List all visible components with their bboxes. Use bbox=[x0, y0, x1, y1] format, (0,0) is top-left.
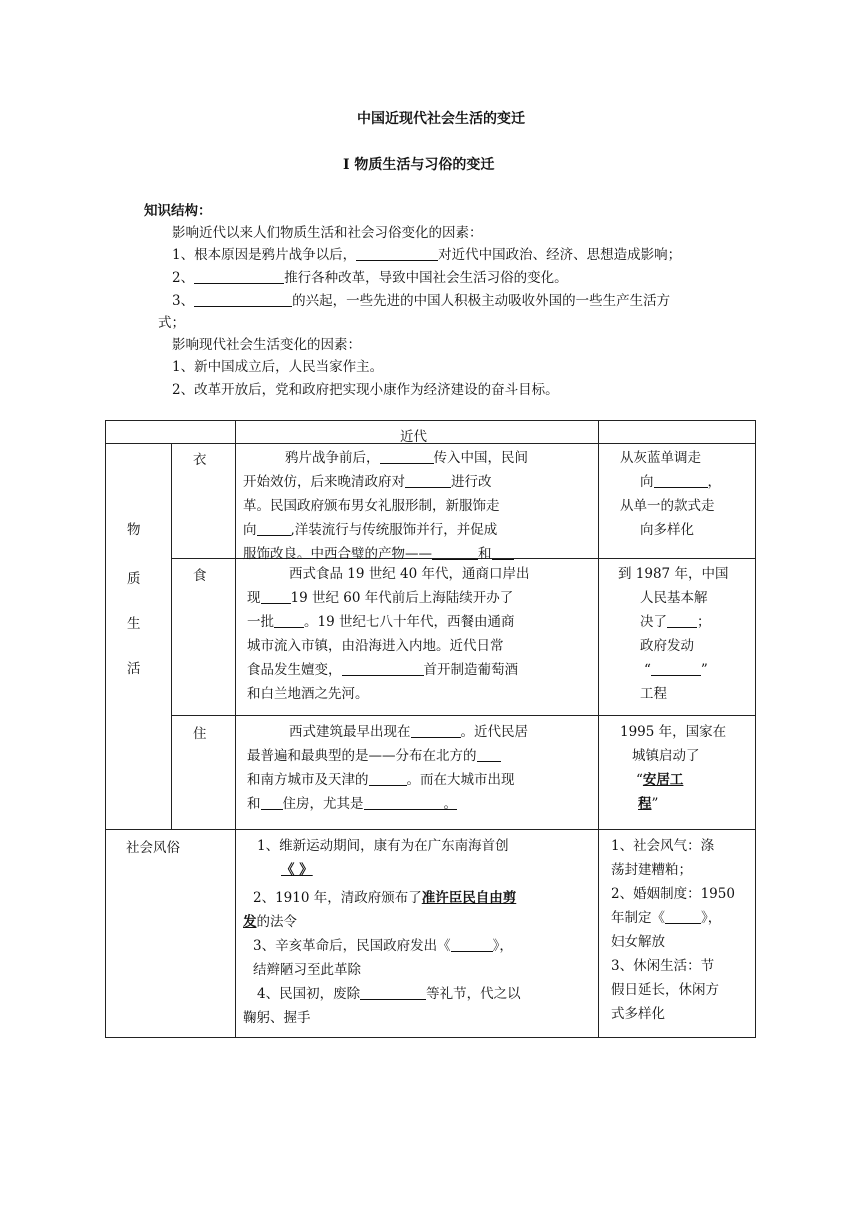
knowledge-line: 2、 推行各种改革，导致中国社会生活习俗的变化。 bbox=[172, 270, 568, 286]
row-label-clothing: 衣 bbox=[193, 452, 207, 468]
material-label-char: 质 bbox=[127, 571, 141, 587]
blank bbox=[194, 293, 292, 308]
knowledge-line: 影响近代以来人们物质生活和社会习俗变化的因素： bbox=[172, 225, 483, 241]
knowledge-line: 2、改革开放后，党和政府把实现小康作为经济建设的奋斗目标。 bbox=[172, 382, 559, 398]
row-label-food: 食 bbox=[193, 568, 207, 584]
page-title: 中国近现代社会生活的变迁 bbox=[357, 111, 525, 127]
blank bbox=[194, 270, 284, 285]
row-label-housing: 住 bbox=[193, 726, 207, 742]
customs-modern-cell: 1、维新运动期间，康有为在广东南海首创 《 》 2、1910 年，清政府颁布了准许臣民自由剪 发的法令 3、辛亥革命后，民国政府发出《 》， 结辫陋习至此革除 4、民国初，废除 等礼节，代之以 鞠躬、握手 bbox=[243, 838, 521, 1026]
row-label-customs: 社会风俗 bbox=[126, 840, 180, 856]
knowledge-line: 3、 的兴起，一些先进的中国人积极主动吸收外国的一些生产生活方 bbox=[172, 293, 671, 309]
material-label-char: 生 bbox=[127, 616, 141, 632]
material-label-char: 物 bbox=[127, 522, 141, 538]
customs-contemporary-cell: 1、社会风气：涤 荡封建糟粕； 2、婚姻制度：1950 年制定《 》， 妇女解放 3、休闲生活：节 假日延长，休闲方 式多样化 bbox=[611, 838, 735, 1022]
blank bbox=[356, 247, 438, 262]
knowledge-line: 影响现代社会生活变化的因素： bbox=[172, 337, 361, 353]
page-subtitle: Ⅰ 物质生活与习俗的变迁 bbox=[343, 157, 495, 173]
housing-modern-cell: 西式建筑最早出现在 。近代民居 最普遍和最典型的是——分布在北方的 和南方城市及天津的 。而在大城市出现 和 住房，尤其是 。 bbox=[247, 724, 528, 812]
table-header-modern: 近代 bbox=[400, 429, 427, 445]
material-label-char: 活 bbox=[127, 661, 141, 677]
knowledge-line: 1、新中国成立后，人民当家作主。 bbox=[172, 359, 384, 375]
clothing-modern-cell: 鸦片战争前后， 传入中国，民间 开始效仿，后来晚清政府对 进行改 革。民国政府颁布男女礼服形制，新服饰走 向 ,洋装流行与传统服饰并行，并促成 服饰改良。中西合璧的产物—— 和 bbox=[243, 450, 528, 562]
food-modern-cell: 西式食品 19 世纪 40 年代，通商口岸出 现 19 世纪 60 年代前后上海陆续开办了 一批 。19 世纪七八十年代，西餐由通商 城市流入市镇，由沿海进入内地。近代日常 食品发生嬗变， 首开制造葡萄酒 和白兰地酒之先河。 bbox=[247, 566, 530, 702]
clothing-contemporary-cell: 从灰蓝单调走 向 ， 从单一的款式走 向多样化 bbox=[620, 450, 721, 538]
knowledge-line: 式； bbox=[158, 315, 185, 331]
housing-contemporary-cell: 1995 年，国家在 城镇启动了 “安居工 程” bbox=[620, 724, 727, 812]
food-contemporary-cell: 到 1987 年，中国 人民基本解 决了 ； 政府发动 “ ” 工程 bbox=[618, 566, 729, 702]
knowledge-line: 1、根本原因是鸦片战争以后， 对近代中国政治、经济、思想造成影响； bbox=[172, 247, 682, 263]
knowledge-heading: 知识结构： bbox=[144, 203, 212, 219]
